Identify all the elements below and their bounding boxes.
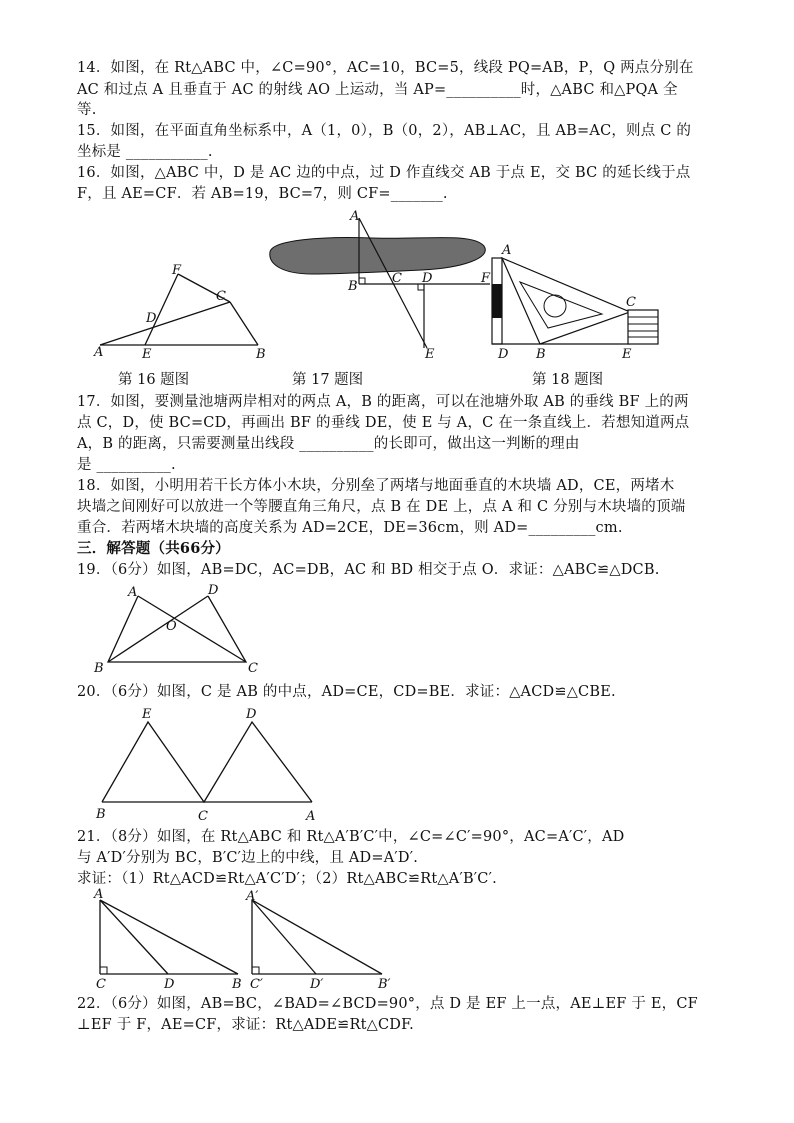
q21-line3: 求证：（1）Rt△ACD≌Rt△A′C′D′；（2）Rt△ABC≌Rt△A′B′C′. [77, 871, 497, 887]
q19-line1: 19．（6分）如图，AB=DC，AC=DB，AC 和 BD 相交于点 O．求证：△ABC≌△DCB. [77, 562, 660, 578]
q17-line4: 是 __________. [77, 457, 176, 473]
label-A: A [350, 209, 360, 224]
label-C-prime: C′ [250, 977, 263, 990]
label-D-prime: D′ [310, 977, 324, 990]
q16-line1: 16．如图，△ABC 中，D 是 AC 边的中点，过 D 作直线交 AB 于点 E，交 BC 的延长线于点 [77, 165, 691, 181]
label-E: E [622, 347, 632, 362]
label-D: D [164, 977, 175, 990]
q17-line2: 点 C，D，使 BC=CD，再画出 BF 的垂线 DE，使 E 与 A，C 在一条直线上．若想知道两点 [77, 415, 690, 431]
label-A: A [94, 345, 104, 360]
q14-line3: 等. [77, 102, 97, 118]
q15-line2: 坐标是 ___________. [77, 144, 213, 160]
section-heading: 三．解答题（共66分） [77, 540, 230, 557]
label-C: C [216, 289, 226, 304]
label-C: C [198, 809, 208, 824]
caption-fig17: 第 17 题图 [292, 372, 364, 388]
label-O: O [166, 619, 177, 634]
label-A: A [502, 243, 512, 258]
label-B: B [96, 807, 106, 822]
label-B: B [94, 661, 104, 676]
label-C: C [626, 295, 636, 310]
label-E: E [142, 347, 152, 362]
q17-line3: A，B 的距离，只需要测量出线段 __________的长即可，做出这一判断的理由 [77, 436, 580, 452]
q20-line1: 20．（6分）如图，C 是 AB 的中点，AD=CE，CD=BE．求证：△ACD≌△CBE. [77, 684, 616, 700]
q18-line2: 块墙之间刚好可以放进一个等腰直角三角尺，点 B 在 DE 上，点 A 和 C 分别与木块墙的顶端 [77, 499, 686, 515]
q18-line1: 18．如图，小明用若干长方体小木块，分别垒了两堵与地面垂直的木块墙 AD，CE，两堵木 [77, 478, 675, 494]
q16-line2: F，且 AE=CF．若 AB=19，BC=7，则 CF=_______. [77, 186, 448, 202]
q14-line1: 14．如图，在 Rt△ABC 中，∠C=90°，AC=10，BC=5，线段 PQ=AB，P，Q 两点分别在 [77, 60, 694, 76]
label-A: A [306, 809, 316, 824]
figure-18 [490, 240, 670, 364]
figure-20 [90, 702, 330, 824]
label-C: C [392, 271, 402, 286]
label-E: E [425, 347, 435, 362]
figure-17 [262, 206, 494, 364]
q21-line2: 与 A′D′分别为 BC，B′C′边上的中线，且 AD=A′D′. [77, 850, 418, 866]
q21-line1: 21．（8分）如图，在 Rt△ABC 和 Rt△A′B′C′中，∠C=∠C′=90°，AC=A′C′，AD [77, 829, 625, 845]
q18-line3: 重合．若两堵木块墙的高度关系为 AD=2CE，DE=36cm，则 AD=_________cm. [77, 520, 623, 536]
label-A-prime: A′ [246, 889, 259, 904]
q17-line1: 17．如图，要测量池塘两岸相对的两点 A，B 的距离，可以在池塘外取 AB 的垂线 BF 上的两 [77, 394, 689, 410]
label-A: A [94, 887, 104, 902]
label-D: D [246, 707, 257, 722]
caption-fig18: 第 18 题图 [532, 372, 604, 388]
label-B-prime: B′ [378, 977, 391, 990]
label-B: B [232, 977, 242, 990]
label-D: D [146, 311, 157, 326]
caption-fig16: 第 16 题图 [118, 372, 190, 388]
label-B: B [256, 347, 266, 362]
label-F: F [481, 271, 491, 286]
figure-19 [88, 580, 268, 680]
label-E: E [142, 707, 152, 722]
label-B: B [348, 279, 358, 294]
label-D: D [422, 271, 433, 286]
label-D: D [208, 583, 219, 598]
q14-line2: AC 和过点 A 且垂直于 AC 的射线 AO 上运动，当 AP=__________时，△ABC 和△PQA 全 [77, 82, 678, 98]
figure-16 [90, 262, 280, 362]
label-B: B [536, 347, 546, 362]
q15-line1: 15．如图，在平面直角坐标系中，A（1，0），B（0，2），AB⊥AC，且 AB=AC，则点 C 的 [77, 123, 692, 139]
q22-line2: ⊥EF 于 F，AE=CF，求证：Rt△ADE≌Rt△CDF. [77, 1017, 414, 1033]
label-C: C [248, 661, 258, 676]
label-C: C [96, 977, 106, 990]
label-A: A [128, 585, 138, 600]
label-F: F [172, 263, 182, 278]
label-D: D [498, 347, 509, 362]
figure-21 [88, 886, 408, 990]
q22-line1: 22．（6分）如图，AB=BC，∠BAD=∠BCD=90°，点 D 是 EF 上一点，AE⊥EF 于 E，CF [77, 996, 698, 1012]
